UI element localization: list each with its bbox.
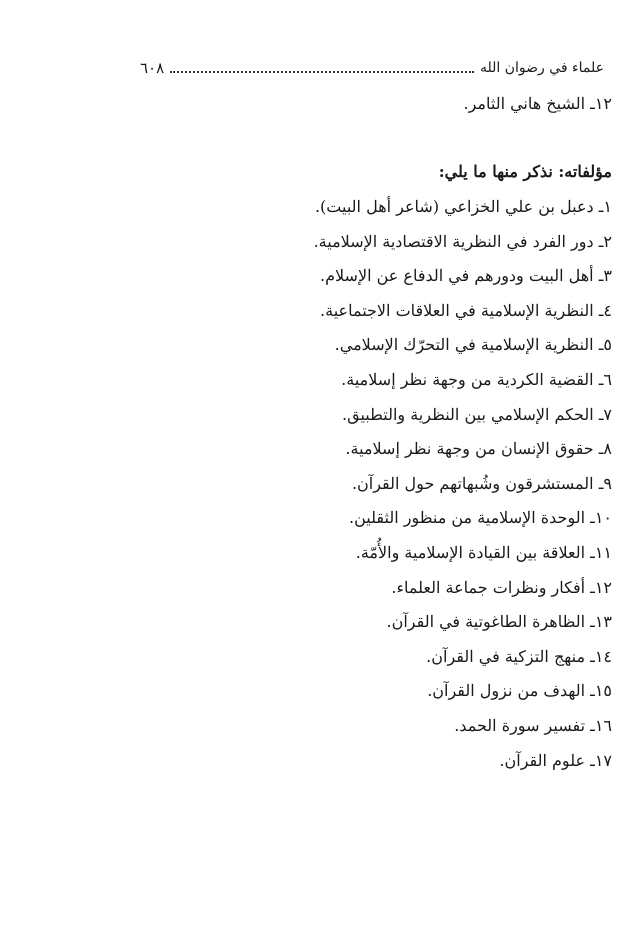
list-item: ٣ـ أهل البيت ودورهم في الدفاع عن الإسلام. xyxy=(320,266,612,286)
book-title: علماء في رضوان الله xyxy=(480,60,604,76)
list-item: ٤ـ النظرية الإسلامية في العلاقات الاجتماعية. xyxy=(320,300,612,320)
list-item: ٩ـ المستشرقون وشُبهاتهم حول القرآن. xyxy=(351,473,612,493)
list-item: ٨ـ حقوق الإنسان من وجهة نظر إسلامية. xyxy=(345,439,612,459)
list-item: ١٧ـ علوم القرآن. xyxy=(499,750,612,770)
running-header xyxy=(140,54,604,78)
page-number: ٦٠٨ xyxy=(140,59,165,77)
leader-dots xyxy=(170,71,474,73)
list-item: ١١ـ العلاقة بين القيادة الإسلامية والأُمّة. xyxy=(355,542,612,562)
list-item: ١٣ـ الظاهرة الطاغوتية في القرآن. xyxy=(386,612,612,632)
list-item: ٧ـ الحكم الإسلامي بين النظرية والتطبيق. xyxy=(342,404,612,424)
works-heading: مؤلفاته: نذكر منها ما يلي: xyxy=(438,162,612,181)
list-item: ١٤ـ منهج التزكية في القرآن. xyxy=(426,646,612,666)
list-item: ١٥ـ الهدف من نزول القرآن. xyxy=(427,681,612,701)
list-item: ١٦ـ تفسير سورة الحمد. xyxy=(454,715,612,735)
list-item: ١٠ـ الوحدة الإسلامية من منظور الثقلين. xyxy=(349,508,612,528)
list-item: ١ـ دعبل بن علي الخزاعي (شاعر أهل البيت). xyxy=(314,197,612,216)
previous-list-item: ١٢ـ الشيخ هاني الثامر. xyxy=(463,94,612,113)
list-item: ٦ـ القضية الكردية من وجهة نظر إسلامية. xyxy=(341,369,612,389)
list-item: ٥ـ النظرية الإسلامية في التحرّك الإسلامي. xyxy=(334,335,612,355)
works-list xyxy=(314,195,612,783)
list-item: ١٢ـ أفكار ونظرات جماعة العلماء. xyxy=(391,577,612,597)
list-item: ٢ـ دور الفرد في النظرية الاقتصادية الإسلامية. xyxy=(313,231,612,251)
